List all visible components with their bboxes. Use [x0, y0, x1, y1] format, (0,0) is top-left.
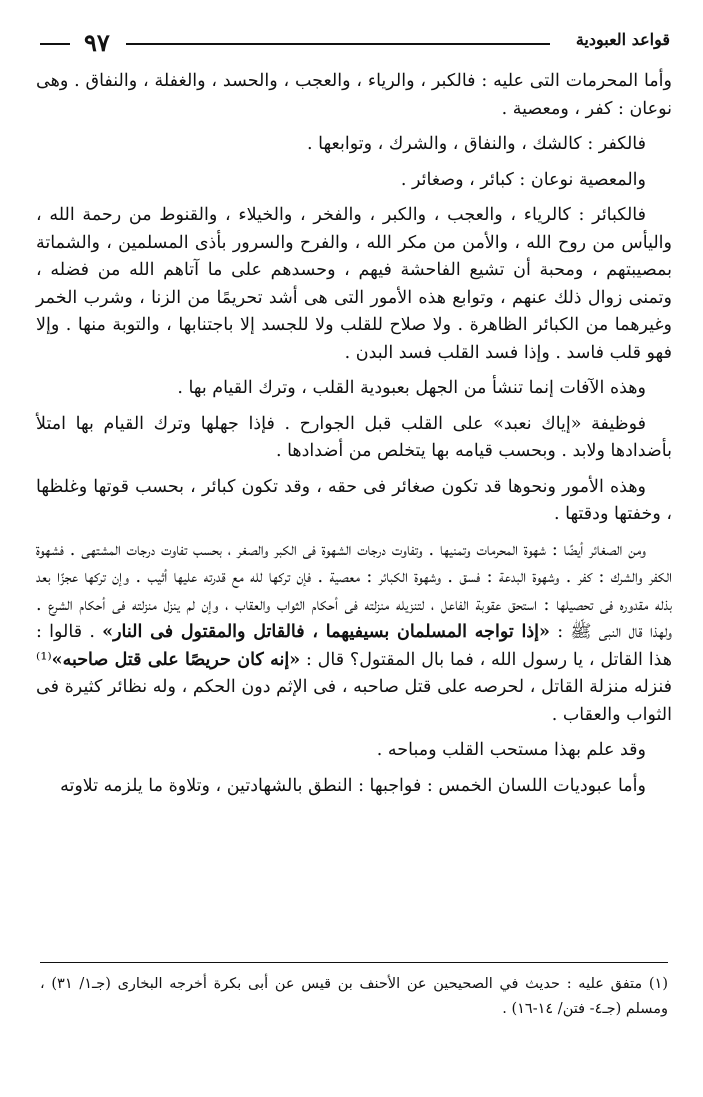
- text-segment: وهذه الأمور ونحوها قد تكون صغائر فى حقه ، وقد تكون كبائر ، بحسب قوتها وغلظها ، وخفتها ودقتها .: [36, 476, 672, 524]
- paragraph: [36, 202, 672, 367]
- text-segment: فالكبائر : كالرياء ، والعجب ، والكبر ، والفخر ، والخيلاء ، والقنوط من رحمة الله ، واليأس من روح الله ، والأمن من مكر الله ، والفرح والسرور بأذى المسلمين ، والشماتة بمصيبتهم ، ومحبة أن تشيع الفاحشة فيهم ، وحسدهم على ما آتاهم الله من فضله ، وتمنى زوال ذلك عنهم ، وتوابع هذه الأمور التى هى أشد تحريمًا من الزنا ، وشرب الخمر وغيرهما من الكبائر الظاهرة . ولا صلاح للقلب ولا للجسد إلا باجتنابها ، والتوبة منها . وإلا فهو قلب فاسد . وإذا فسد القلب فسد البدن .: [36, 205, 672, 363]
- text-segment: فوظيفة «إياك نعبد» على القلب قبل الجوارح . فإذا جهلها وترك القيام بها امتلأ بأضدادها ولابد . وبحسب قيامه بها يتخلص من أضدادها .: [36, 413, 672, 461]
- paragraph: [36, 68, 672, 123]
- paragraph: [36, 537, 672, 730]
- paragraph: [36, 474, 672, 529]
- footnote: (١) متفق عليه : حديث في الصحيحين عن الأحنف بن قيس عن أبى بكرة أخرجه البخارى (جـ١/ ٣١) ، ومسلم (جـ٤- فتن/ ١٤-١٦) .: [40, 976, 669, 1017]
- text-segment: وهذه الآفات إنما تنشأ من الجهل بعبودية القلب ، وترك القيام بها .: [177, 378, 646, 398]
- header-rule: [126, 43, 550, 45]
- page-header: [40, 28, 670, 58]
- text-segment: ⁽¹⁾ فنزله منزلة القاتل ، لحرصه على قتل صاحبه ، فى الإثم دون الحكم ، وله نظائر كثيرة فى الثواب والعقاب .: [36, 649, 672, 725]
- hadith-quote: «إذا تواجه المسلمان بسيفيهما ، فالقاتل والمقتول فى النار»: [102, 622, 550, 642]
- text-segment: ومن الصغائر أيضًا : شهوة المحرمات وتمنيها . وتفاوت درجات الشهوة فى الكبر والصغر ، بحسب تفاوت درجات المشتهى . فشهوة الكفر والشرك : كفر . وشهوة البدعة : فسق . وشهوة الكبائر : معصية . فإن تركها لله مع قدرته عليها أثيب . وإن تركها عجزًا بعد بذله مقدوره فى تحصيلها : استحق عقوبة الفاعل ، لتنزيله منزلته فى أحكام الثواب والعقاب ، وإن لم ينزل منزلته فى أحكام الشرع . ولهذا قال النبى ﷺ :: [36, 539, 672, 642]
- running-title: قواعد العبودية: [575, 30, 670, 49]
- paragraph: [36, 167, 672, 195]
- paragraph: [36, 737, 672, 765]
- text-segment: وقد علم بهذا مستحب القلب ومباحه .: [376, 740, 646, 760]
- text-segment: . قالوا : هذا القاتل ، يا رسول الله ، فما بال المقتول؟ قال :: [36, 622, 672, 670]
- text-segment: وأما المحرمات التى عليه : فالكبر ، والرياء ، والعجب ، والحسد ، والغفلة ، والنفاق . وهى نوعان : كفر ، ومعصية .: [36, 71, 672, 119]
- page-number: ٩٧: [84, 28, 110, 57]
- hadith-quote: «إنه كان حريصًا على قتل صاحبه»: [51, 649, 301, 670]
- text-segment: والمعصية نوعان : كبائر ، وصغائر .: [400, 169, 646, 190]
- paragraph: [36, 131, 672, 159]
- text-segment: وأما عبوديات اللسان الخمس : فواجبها : النطق بالشهادتين ، وتلاوة ما يلزمه تلاوته: [60, 775, 646, 796]
- footnote-separator: [40, 962, 668, 963]
- paragraph: [36, 411, 672, 466]
- header-dash: [40, 43, 70, 45]
- main-text: [36, 68, 672, 808]
- text-segment: فالكفر : كالشك ، والنفاق ، والشرك ، وتوابعها .: [307, 134, 646, 154]
- paragraph: [36, 773, 672, 801]
- paragraph: [36, 375, 672, 403]
